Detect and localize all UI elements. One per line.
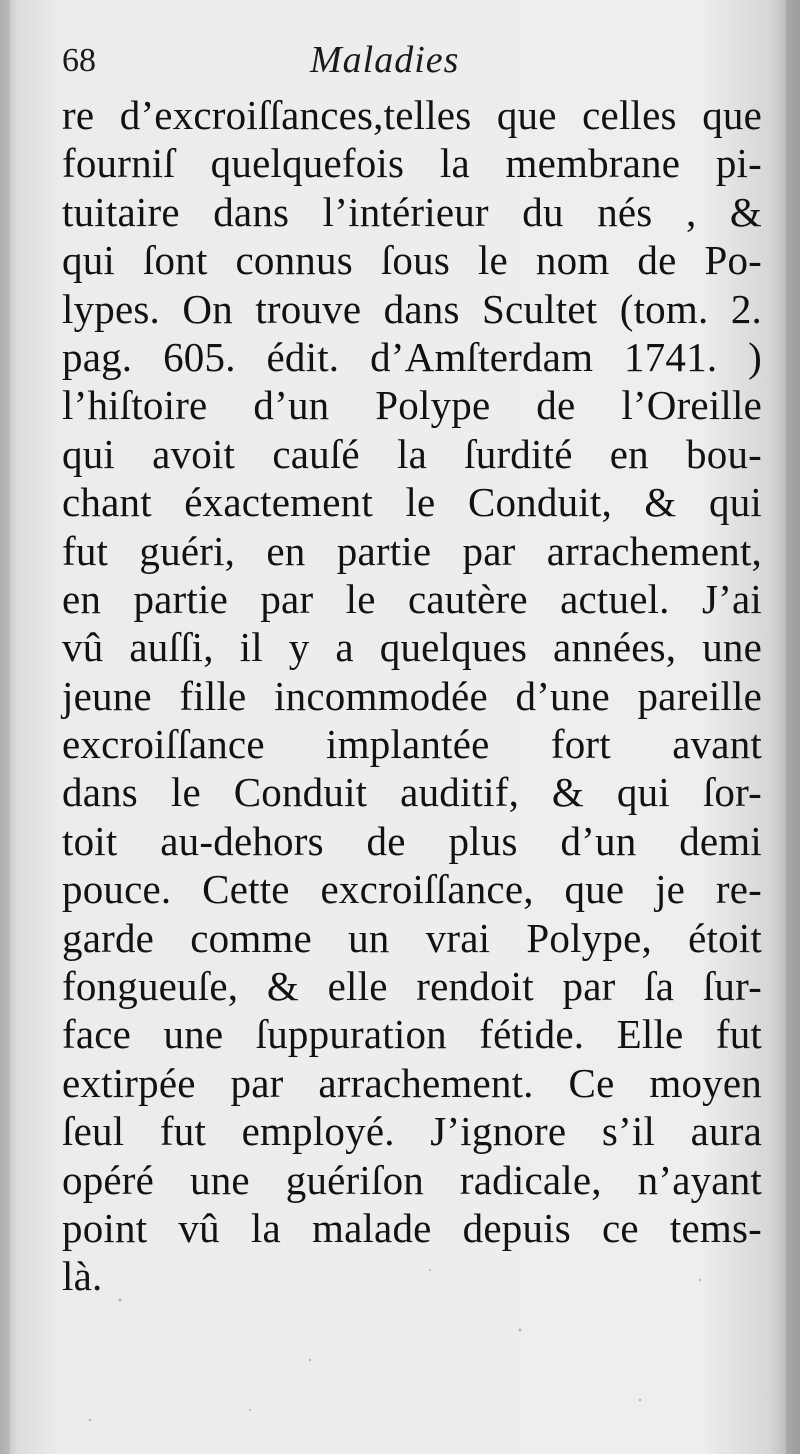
text-line: garde comme un vrai Polype, étoit [62, 914, 762, 961]
text-line: tuitaire dans l’intérieur du nés , & [62, 188, 762, 235]
text-line: excroiſſance implantée fort avant [62, 721, 762, 768]
text-line: pouce. Cette excroiſſance, que je re- [62, 866, 762, 913]
text-line: extirpée par arrachement. Ce moyen [62, 1059, 762, 1106]
text-line: jeune fille incommodée d’une pareille [62, 672, 762, 719]
text-line: chant éxactement le Conduit, & qui [62, 479, 762, 526]
text-line: l’hiſtoire d’un Polype de l’Oreille [62, 382, 762, 429]
page-header [62, 38, 762, 94]
text-line: ſeul fut employé. J’ignore s’il aura [62, 1108, 762, 1155]
text-line: opéré une guériſon radicale, n’ayant [62, 1156, 762, 1203]
text-line: fongueuſe, & elle rendoit par ſa ſur- [62, 963, 762, 1010]
text-line: toit au-dehors de plus d’un demi [62, 817, 762, 864]
text-line: face une ſuppuration fétide. Elle fut [62, 1011, 762, 1058]
body-text [62, 91, 762, 1301]
text-line: fut guéri, en partie par arrachement, [62, 527, 762, 574]
text-line: qui avoit cauſé la ſurdité en bou- [62, 430, 762, 477]
page-number: 68 [62, 42, 96, 79]
text-line: re d’excroiſſances,telles que celles que [62, 92, 762, 138]
text-line: là. [62, 1253, 103, 1300]
running-title: Maladies [310, 39, 460, 81]
text-line: qui ſont connus ſous le nom de Po- [62, 237, 762, 284]
text-line: lypes. On trouve dans Scultet (tom. 2. [62, 285, 762, 332]
text-line: en partie par le cautère actuel. J’ai [62, 575, 762, 622]
text-line: dans le Conduit auditif, & qui ſor- [62, 769, 762, 816]
text-line: vû auſſi, il y a quelques années, une [62, 624, 762, 671]
text-line: pag. 605. édit. d’Amſterdam 1741. ) [62, 333, 762, 380]
text-line: fourniſ quelquefois la membrane pi- [62, 140, 762, 187]
text-line: point vû la malade depuis ce tems- [62, 1204, 762, 1251]
